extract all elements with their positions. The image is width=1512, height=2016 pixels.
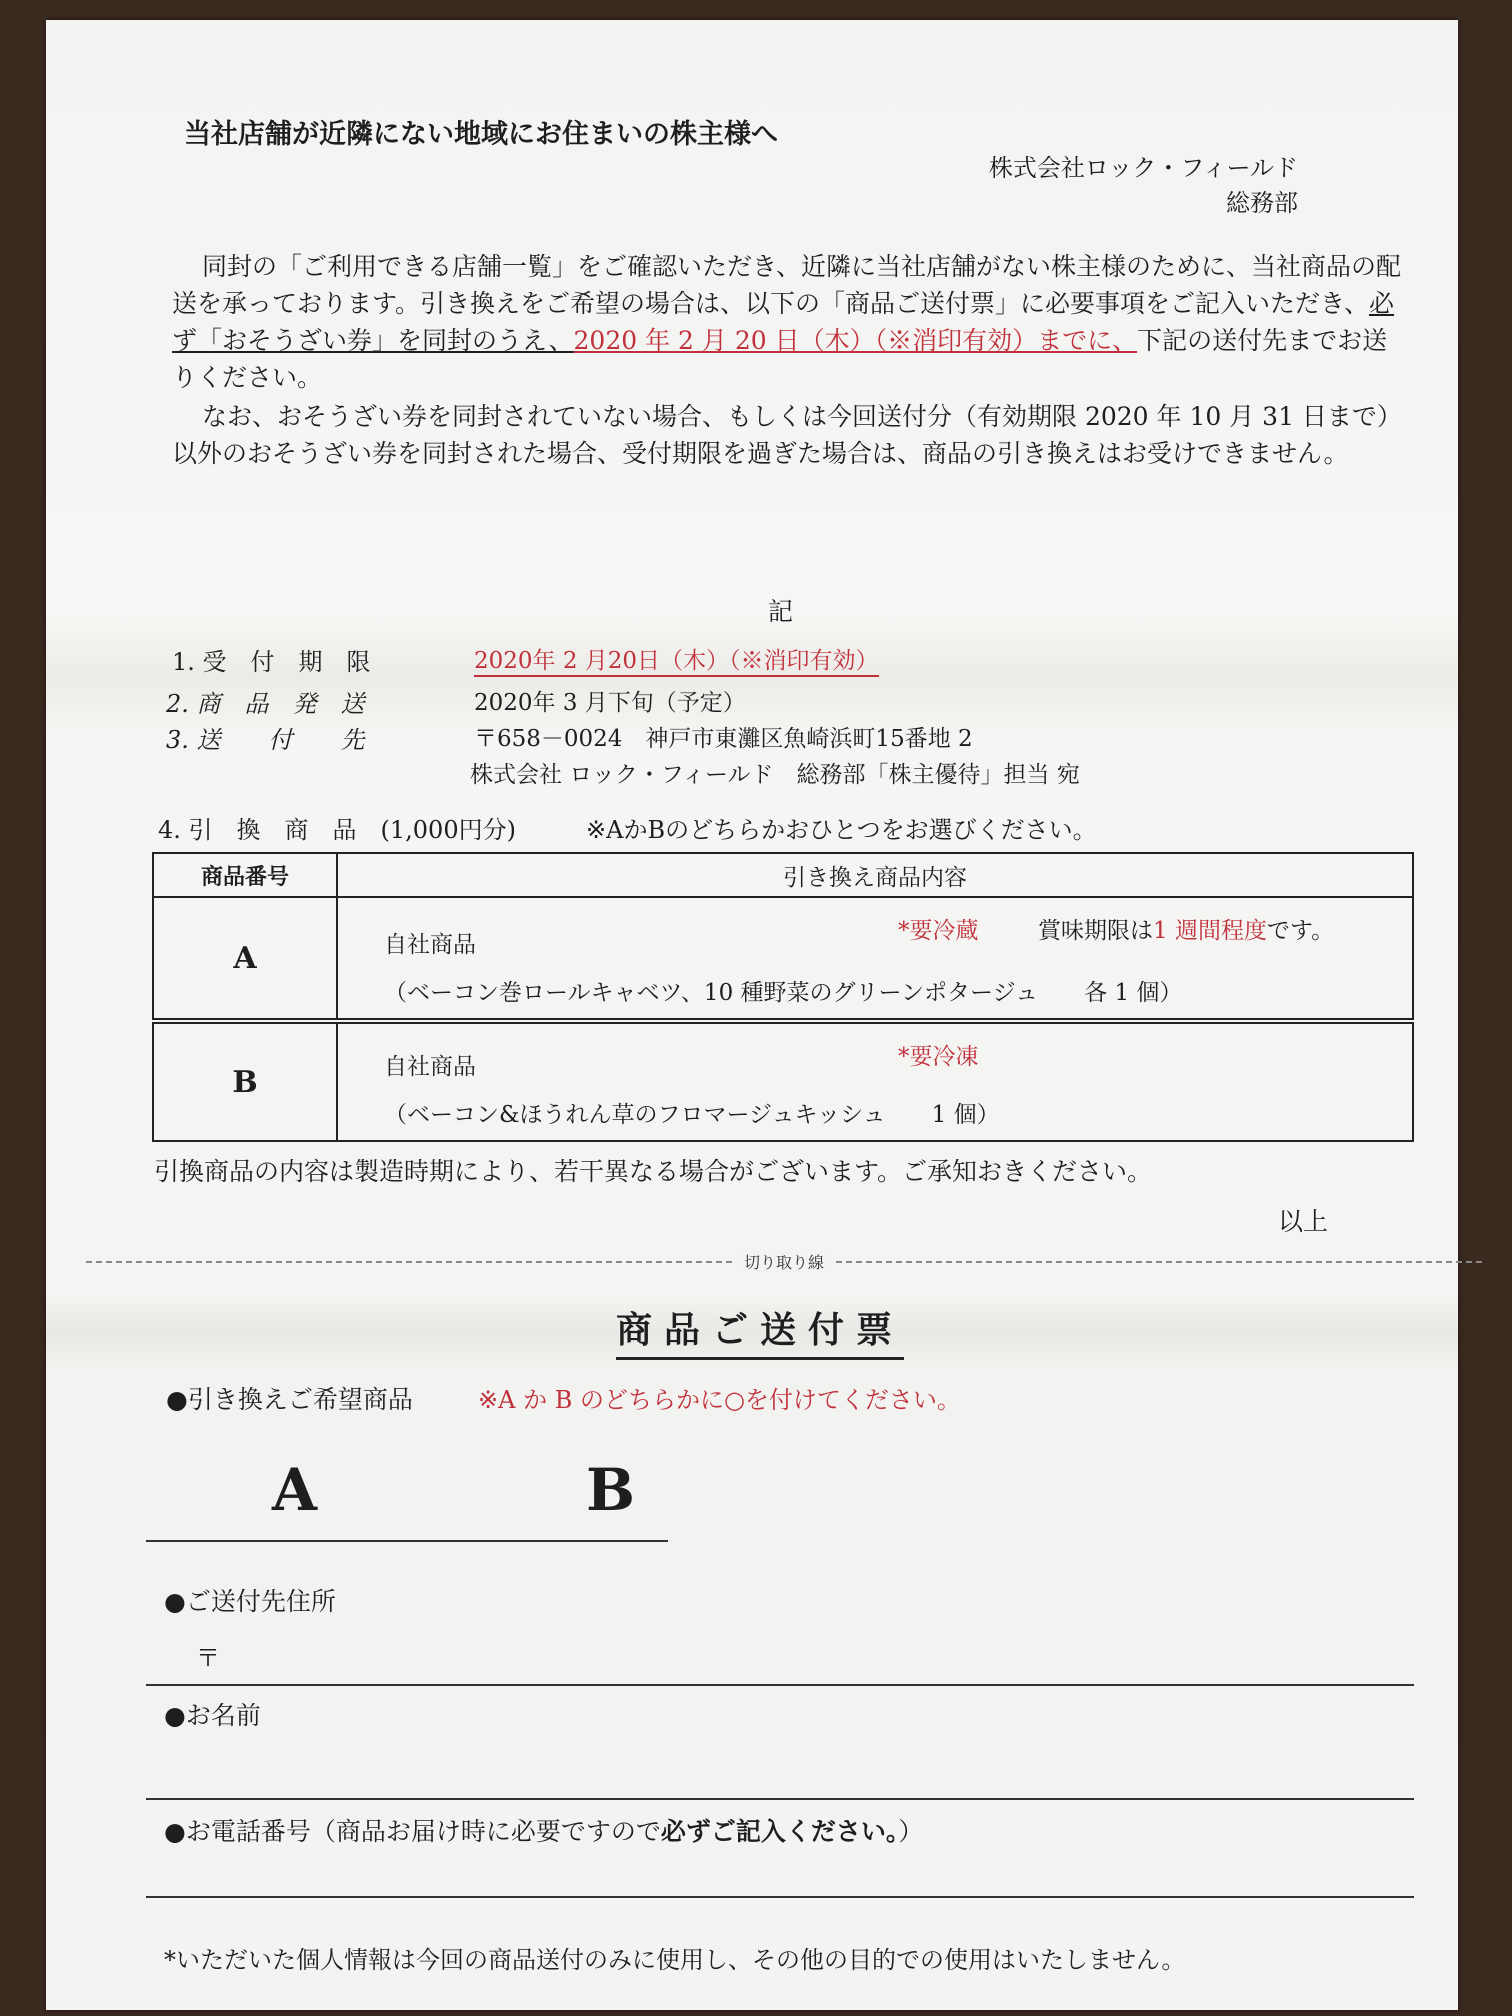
item-b-detail: （ベーコン&ほうれん草のフロマージュキッシュ 1 個） bbox=[384, 1102, 1000, 1128]
table-row bbox=[153, 897, 1413, 1021]
cut-line-label: 切り取り線 bbox=[736, 1250, 832, 1273]
choice-note: ※A か B のどちらかに○を付けてください。 bbox=[478, 1386, 961, 1414]
item-a-storage: *要冷蔵 bbox=[898, 918, 979, 944]
item-a-detail: （ベーコン巻ロールキャベツ、10 種野菜のグリーンポタージュ 各 1 個） bbox=[384, 980, 1183, 1006]
option-a[interactable]: A bbox=[272, 1456, 318, 1524]
choice-label: ●引き換えご希望商品 bbox=[166, 1385, 413, 1414]
shipping-value: 2020年 3 月下旬（予定） bbox=[474, 690, 746, 716]
address-label: ●ご送付先住所 bbox=[164, 1587, 336, 1616]
privacy-notice: *いただいた個人情報は今回の商品送付のみに使用し、その他の目的での使用はいたしません。 bbox=[164, 1946, 1186, 1974]
deadline-value: 2020年 2 月20日（木）（※消印有効） bbox=[474, 642, 879, 677]
end-mark: 以上 bbox=[1277, 1207, 1328, 1236]
item-a-expiry: 賞味期限は1 週間程度です。 bbox=[1038, 918, 1335, 944]
name-input-line[interactable] bbox=[146, 1798, 1414, 1800]
phone-input-line[interactable] bbox=[146, 1896, 1414, 1898]
item-a-name: 自社商品 bbox=[384, 932, 476, 958]
contents-notice: 引換商品の内容は製造時期により、若干異なる場合がございます。ご承知おきください。 bbox=[154, 1157, 1153, 1186]
exchange-items-label: 4. 引 換 商 品 (1,000円分) bbox=[158, 816, 516, 844]
company-name: 株式会社ロック・フィールド bbox=[988, 154, 1298, 182]
item-code-b: B bbox=[153, 1021, 337, 1141]
intro-paragraph-1: 同封の「ご利用できる店舗一覧」をご確認いただき、近隣に当社店舗がない株主様のために、当社商品の配送を承っております。引き換えをご希望の場合は、以下の「商品ご送付票」に必要事項をご記入いただき、必ず「おそうざい券」を同封のうえ、2020 年 2 月 20 日（木）（※消印有効）までに、下記の送付先までお送りください。 bbox=[172, 252, 1402, 392]
exchange-items-table bbox=[152, 852, 1414, 1142]
item-b-storage: *要冷凍 bbox=[898, 1044, 979, 1070]
table-header-row bbox=[153, 853, 1413, 897]
intro-paragraph-2: なお、おそうざい券を同封されていない場合、もしくは今回送付分（有効期限 2020 年 10 月 31 日まで）以外のおそうざい券を同封された場合、受付期限を過ぎた場合は、商品の引き換えはお受けできません。 bbox=[172, 402, 1402, 468]
form-title: 商品ご送付票 bbox=[616, 1302, 904, 1360]
phone-label: ●お電話番号（商品お届け時に必要ですので必ずご記入ください。） bbox=[164, 1817, 924, 1846]
header-item-content: 引き換え商品内容 bbox=[337, 853, 1413, 897]
department-name: 総務部 bbox=[1226, 189, 1298, 217]
choice-underline bbox=[146, 1540, 668, 1542]
name-label: ●お名前 bbox=[164, 1701, 261, 1730]
item-content-a bbox=[337, 897, 1413, 1021]
option-b[interactable]: B bbox=[586, 1456, 636, 1524]
destination-label: 3. 送 付 先 bbox=[166, 726, 365, 754]
deadline-label: 1. 受 付 期 限 bbox=[172, 648, 371, 676]
zip-mark: 〒 bbox=[196, 1644, 220, 1672]
item-b-name: 自社商品 bbox=[384, 1054, 476, 1080]
exchange-items-note: ※AかBのどちらかおひとつをお選びください。 bbox=[586, 816, 1097, 844]
document-sheet bbox=[46, 20, 1458, 2010]
item-content-b bbox=[337, 1021, 1413, 1141]
destination-address: 〒658－0024 神戸市東灘区魚崎浜町15番地 2 bbox=[474, 726, 973, 752]
document-title: 当社店舗が近隣にない地域にお住まいの株主様へ bbox=[184, 119, 778, 150]
header-item-number: 商品番号 bbox=[153, 853, 337, 897]
shipping-label: 2. 商 品 発 送 bbox=[166, 690, 365, 718]
ki-heading: 記 bbox=[768, 597, 794, 626]
item-code-a: A bbox=[153, 897, 337, 1021]
address-input-line[interactable] bbox=[146, 1684, 1414, 1686]
table-row bbox=[153, 1021, 1413, 1141]
destination-recipient: 株式会社 ロック・フィールド 総務部「株主優待」担当 宛 bbox=[470, 762, 1080, 788]
